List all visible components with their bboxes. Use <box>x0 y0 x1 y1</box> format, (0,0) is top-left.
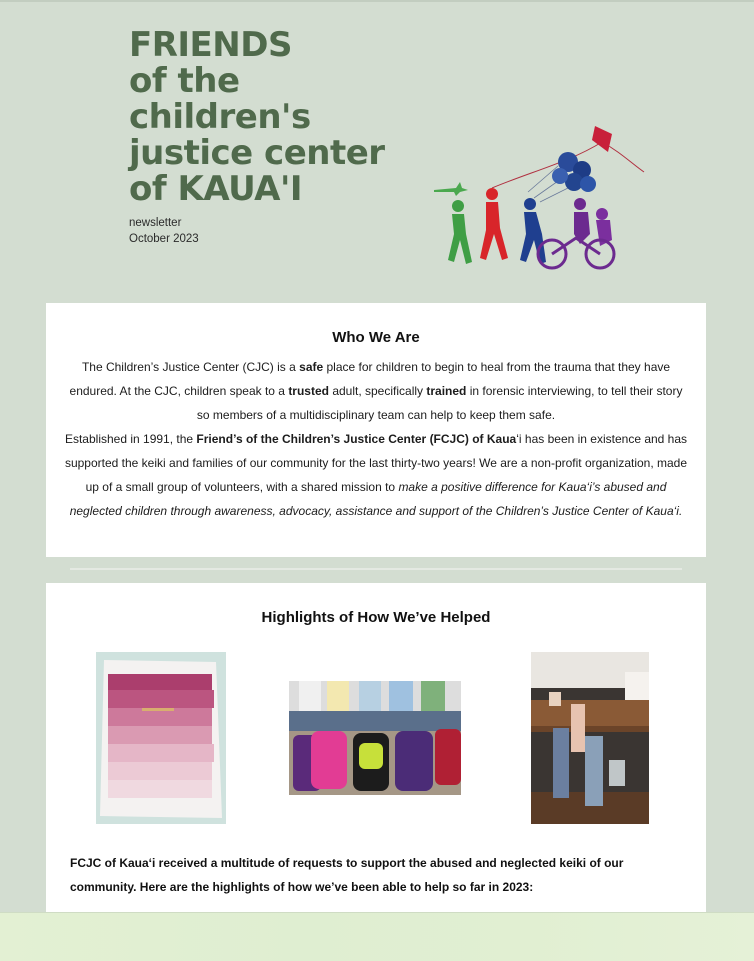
masthead <box>129 27 399 247</box>
section-divider <box>70 568 682 570</box>
title-line: of KAUA'I <box>129 169 303 209</box>
newsletter-subtitle: newsletter <box>129 217 182 229</box>
title-line: of the <box>129 61 240 101</box>
who-we-are-card <box>46 303 706 557</box>
text-run: place for children to begin to heal from the trauma that they have endured. At the CJC, children speak to a <box>69 360 671 398</box>
text-run: The Children’s Justice Center (CJC) is a <box>81 360 300 374</box>
emphasis: trusted <box>288 384 329 398</box>
title-line: justice center <box>129 133 385 173</box>
title-line: children's <box>129 97 311 137</box>
title-line: FRIENDS <box>129 25 292 65</box>
top-border <box>0 0 754 2</box>
text-run: ʻi <box>516 432 522 446</box>
bunk-bed-image <box>531 652 649 824</box>
watercolor-card-image <box>96 652 226 824</box>
newsletter-date: October 2023 <box>129 233 199 245</box>
backpacks-photo <box>289 681 461 795</box>
children-illustration <box>430 122 650 274</box>
emphasis: Friend’s of the Children’s Justice Center (FCJC) of Kaua <box>196 432 517 446</box>
mission-text: make a positive difference for Kaua‘i’s abused and neglected children through awareness, advocacy, assistance and support of the Children’s Justice Center of Kaua‘i. <box>69 480 683 518</box>
text-run: Established in 1991, the <box>64 432 197 446</box>
bottom-bar <box>0 912 754 961</box>
bunk-bed-photo <box>531 652 649 824</box>
newsletter-title <box>129 27 399 207</box>
text-run: in forensic interviewing, to tell their story so members of a multidisciplinary team can help to keep them safe. <box>196 384 683 422</box>
emphasis: trained <box>426 384 467 398</box>
highlights-intro: FCJC of Kaua‘i received a multitude of requests to support the abused and neglected keiki of our community. Here are the highlights of how we’ve been able to help so far in 2023: <box>70 856 624 894</box>
who-we-are-body <box>64 355 688 523</box>
card-photo <box>96 652 226 824</box>
text-run: has been in existence and has supported the keiki and families of our community for the last thirty-two years! We are a non-profit organization, made up of a small group of volunteers, with a shared mission to <box>64 432 688 494</box>
newsletter-meta <box>129 215 399 247</box>
backpacks-image <box>289 681 461 795</box>
emphasis: safe <box>299 360 324 374</box>
who-we-are-heading: Who We Are <box>332 329 420 346</box>
highlights-heading: Highlights of How We’ve Helped <box>261 609 491 626</box>
text-run: adult, specifically <box>328 384 427 398</box>
